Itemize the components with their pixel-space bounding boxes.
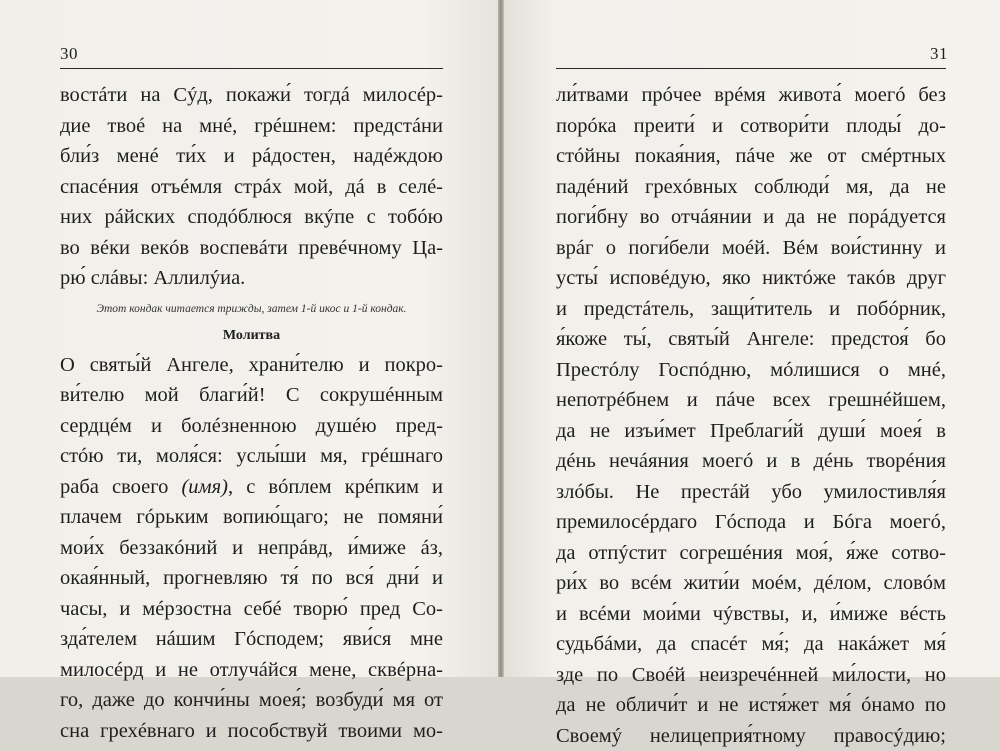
text-line: злóбы. Не престáй убо умилостивля́я [556,477,946,508]
page-number-right: 31 [930,44,948,64]
text-line [60,472,443,503]
text-line: часы, и мéрзостна себé творю́ пред Со- [60,594,443,625]
text-line: ри́х во всéм жити́и моéм, дéлом, словóм [556,568,946,599]
text-line: сна грехéвнаго и пособствуй твоими мо- [60,716,443,747]
text-fragment: , с вóплем крéпким и [228,476,443,498]
text-line: судьбáми, да спасéт мя́; да накáжет мя́ [556,629,946,660]
text-line: дие твоé на мнé, грéшнем: предстáни [60,111,443,142]
text-line: премилосéрдаго Гóспода и Бóга моегó, [556,507,946,538]
text-line: и предстáтель, защи́титель и побóрник, [556,294,946,325]
text-line: го, даже до кончи́ны моея́; возбуди́ мя от [60,685,443,716]
text-line: порóка преити́ и сотвори́ти плоды́ до- [556,111,946,142]
text-line: востáти на Сýд, покажи́ тогдá милосéр- [60,80,443,111]
text-line: да отпýстит согрешéния моя́, я́же сотво- [556,538,946,569]
text-line: ви́телю мой благи́й! С сокрушéнным [60,380,443,411]
text-line: непотрéбнем и пáче всех грешнéйшем, [556,385,946,416]
text-line: усты́ исповéдую, яко никтóже такóв друг [556,263,946,294]
text-line: бли́з менé ти́х и рáдостен, надéждою [60,141,443,172]
name-placeholder: (имя) [181,476,228,498]
right-page-text [556,80,946,751]
text-line: да не обличи́т и не истя́жет мя́ óнамо по [556,690,946,721]
text-line: зда́телем нáшим Гóсподем; яви́ся мне [60,624,443,655]
text-line: сердцéм и болéзненною душéю пред- [60,411,443,442]
page-number-left: 30 [60,44,78,64]
text-line: них рáйских сподóблюся вкýпе с тобóю [60,202,443,233]
text-line: падéний грехóвных соблюди́ мя, да не [556,172,946,203]
text-line: во вéки векóв воспевáти превéчному Ца- [60,233,443,264]
text-line: Престóлу Госпóдню, мóлишися о мнé, [556,355,946,386]
text-line: да не изъи́мет Преблаги́й души́ моея́ в [556,416,946,447]
text-fragment: раба своего [60,476,181,498]
text-line: Своемý нелицеприя́тному правосýдию; [556,721,946,751]
text-line: стóю ти, моля́ся: услы́ши мя, грéшнаго [60,441,443,472]
header-rule-right [556,68,946,69]
text-line: я́коже ты́, святы́й Ангеле: предстоя́ бо [556,324,946,355]
text-line: О святы́й Ангеле, храни́телю и покро- [60,350,443,381]
section-heading: Молитва [60,322,443,350]
text-line: плачем гóрьким вопию́щаго; не помяни́ [60,502,443,533]
text-line: мои́х беззакóний и непрáвд, и́мижe áз, [60,533,443,564]
left-page [0,0,498,677]
text-line: зде по Своéй неизречéнней ми́лости, но [556,660,946,691]
text-line: спасéния отъéмля стрáх мой, дá в селé- [60,172,443,203]
header-rule-left [60,68,443,69]
text-line: поги́бну во отчáянии и да не порáдуется [556,202,946,233]
text-line: дéнь нечáяния моегó и в дéнь творéния [556,446,946,477]
text-line: милосéрд и не отлучáйся мене, сквéрна- [60,655,443,686]
left-page-text [60,80,443,746]
text-line: ли́твами прóчее врéмя живота́ моегó без [556,80,946,111]
text-line: окая́нный, прогневляю тя́ по вся́ дни́ и [60,563,443,594]
text-line: стóйны покая́ния, пáче же от смéртных [556,141,946,172]
rubric-note: Этот кондак читается трижды, затем 1-й икос и 1-й кондак. [60,296,443,322]
text-line: рю́ слáвы: Аллилýиа. [60,263,443,294]
text-line: и всéми мои́ми чýвствы, и, и́мижe вéсть [556,599,946,630]
right-page [504,0,1000,677]
text-line: врáг о поги́бели моéй. Вéм вои́стинну и [556,233,946,264]
